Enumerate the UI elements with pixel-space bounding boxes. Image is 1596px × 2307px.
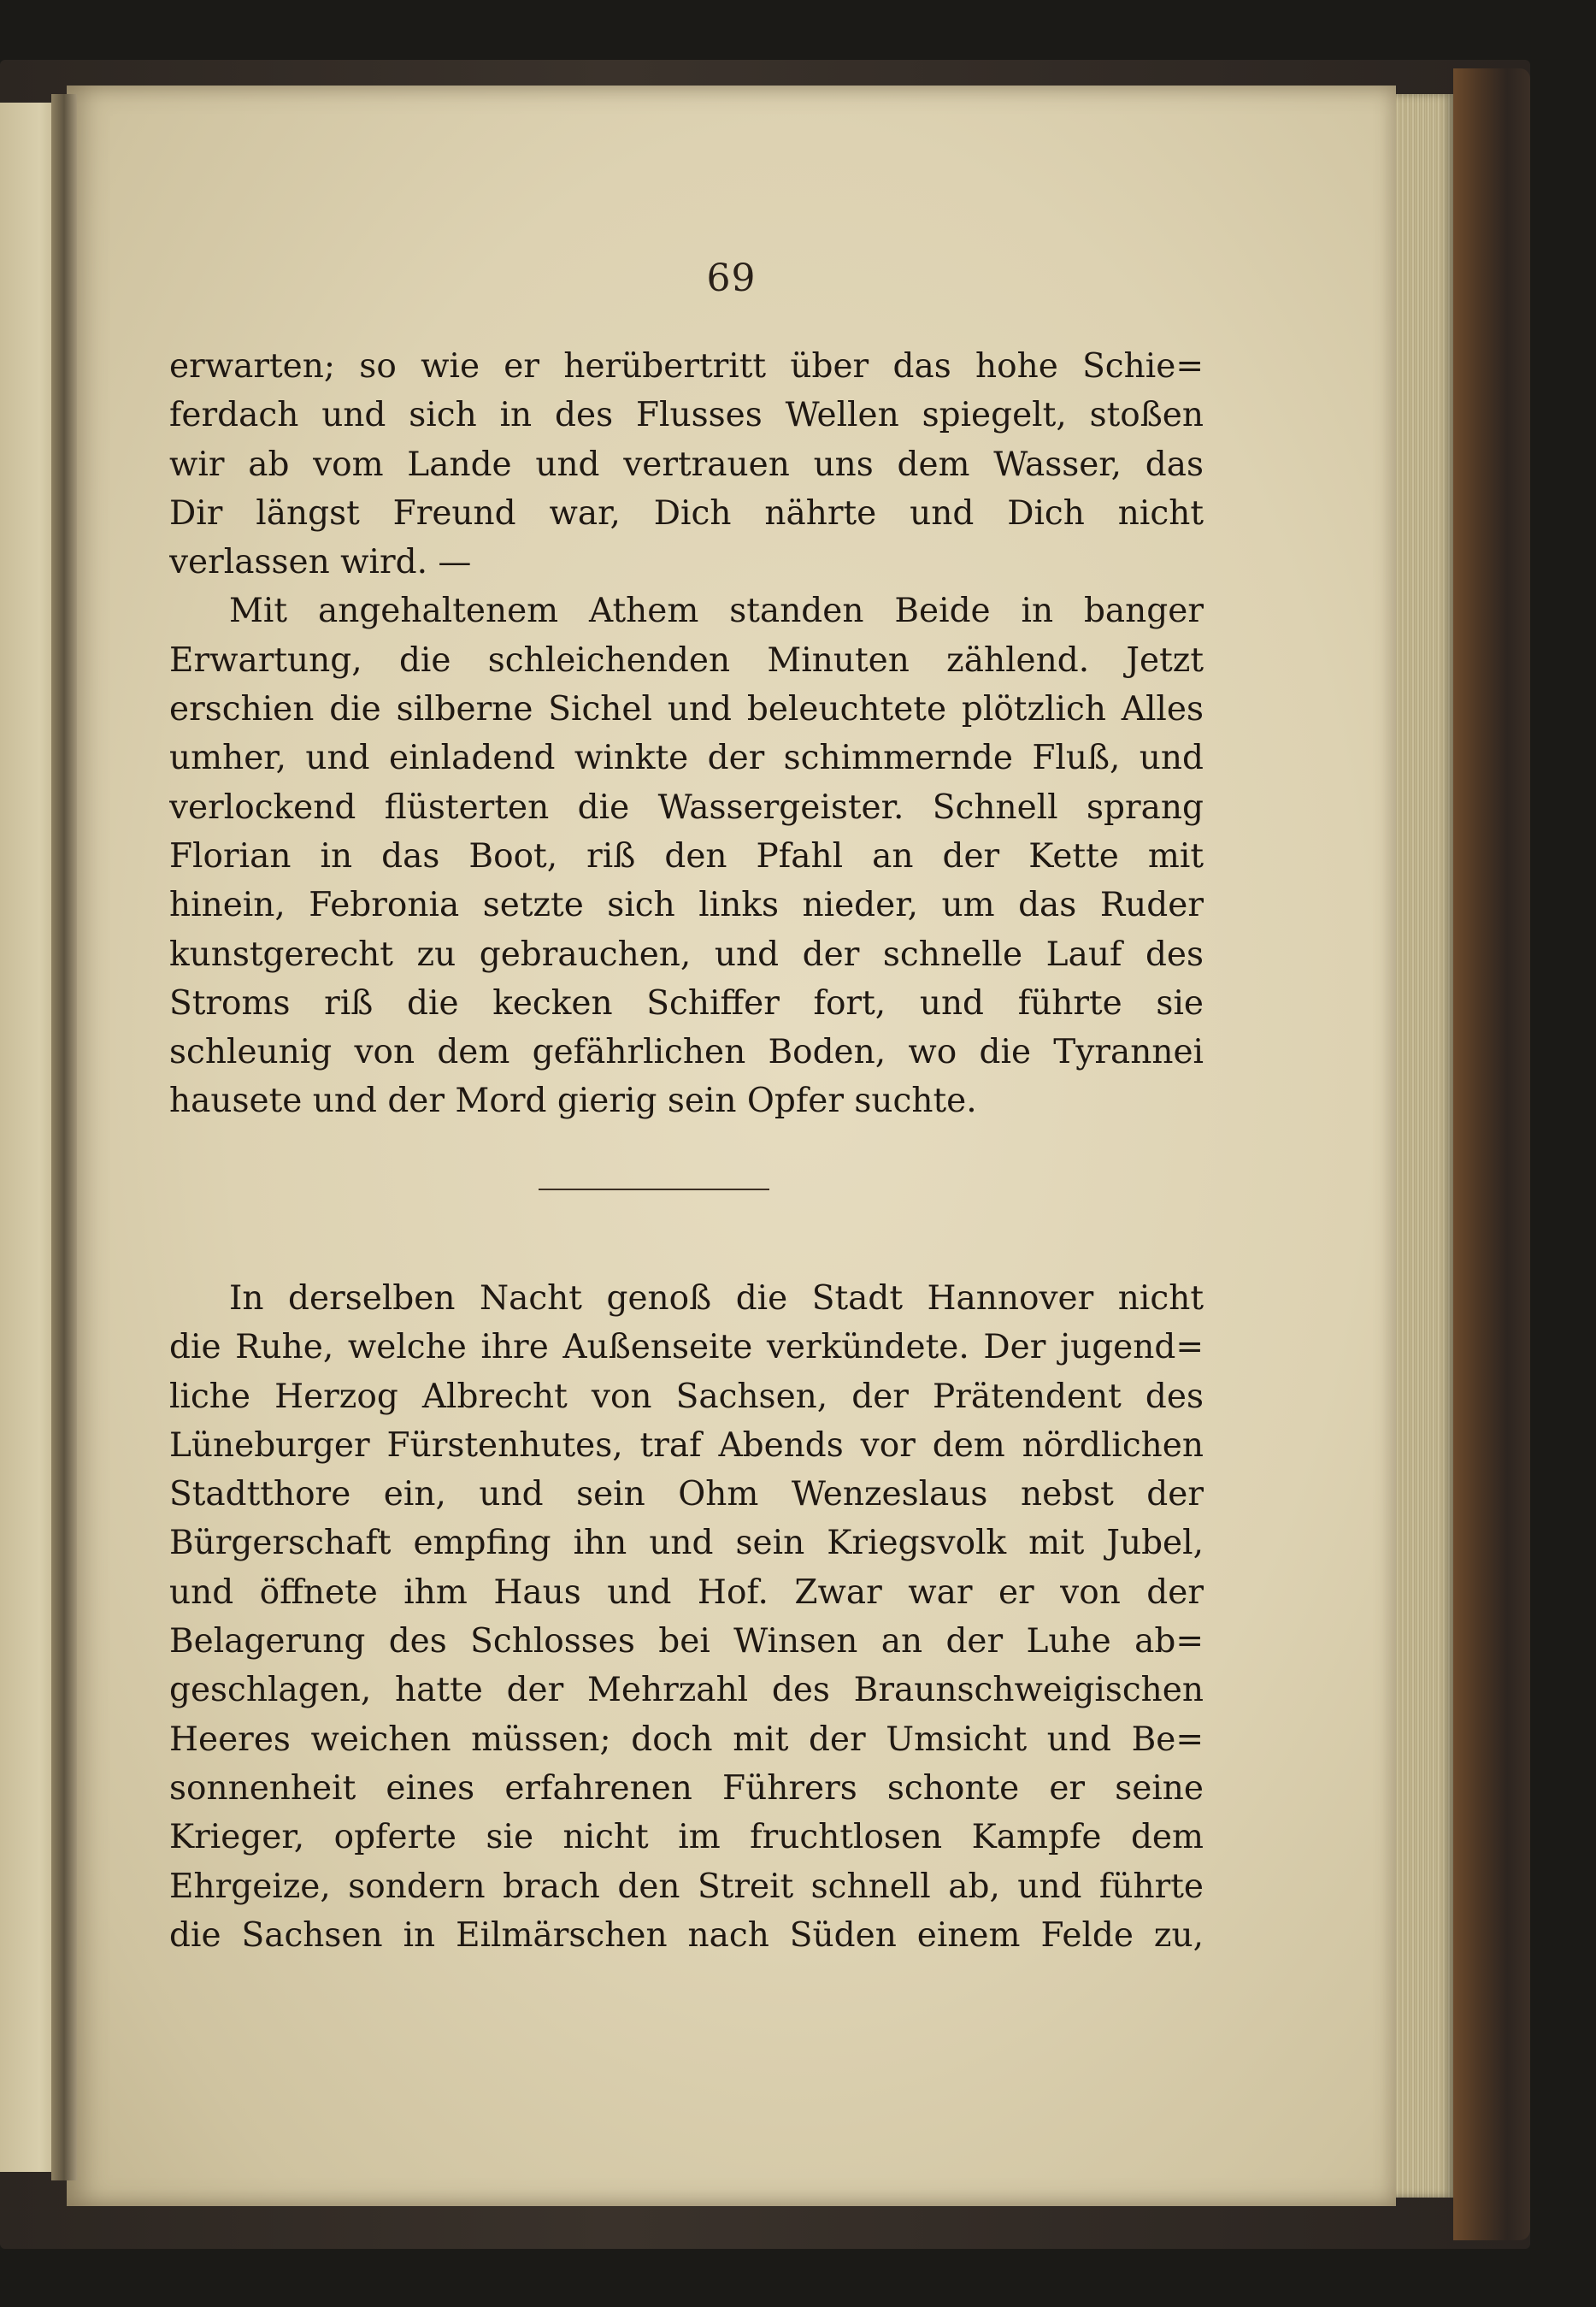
text-line: Krieger, opferte sie nicht im fruchtlosen Kampfe dem <box>169 1818 1204 1857</box>
text-line: Ehrgeize, sondern brach den Streit schnell ab, und führte <box>169 1867 1204 1906</box>
text-block-bottom <box>169 1274 1204 1960</box>
book-gutter <box>51 94 77 2180</box>
text-line: Erwartung, die schleichenden Minuten zählend. Jetzt <box>169 640 1204 680</box>
text-line: liche Herzog Albrecht von Sachsen, der Prätendent des <box>169 1377 1204 1416</box>
text-line: Dir längst Freund war, Dich nährte und Dich nicht <box>169 493 1204 533</box>
book-page <box>67 86 1396 2206</box>
text-line: hausete und der Mord gierig sein Opfer suchte. <box>169 1082 977 1121</box>
text-line: die Sachsen in Eilmärschen nach Süden einem Felde zu, <box>169 1915 1204 1955</box>
text-line: In derselben Nacht genoß die Stadt Hannover nicht <box>229 1279 1204 1318</box>
text-line: Stroms riß die kecken Schiffer fort, und führte sie <box>169 983 1204 1023</box>
text-line: kunstgerecht zu gebrauchen, und der schnelle Lauf des <box>169 935 1204 974</box>
text-line: Heeres weichen müssen; doch mit der Umsicht und Be= <box>169 1720 1204 1759</box>
text-line: geschlagen, hatte der Mehrzahl des Braunschweigischen <box>169 1671 1204 1710</box>
text-line: hinein, Febronia setzte sich links nieder, um das Ruder <box>169 886 1204 925</box>
book-spine-edge <box>1453 68 1530 2240</box>
page-stack-edges <box>1389 94 1453 2198</box>
page-number: 69 <box>706 257 757 300</box>
text-line: verlassen wird. — <box>169 543 472 582</box>
text-line: verlockend flüsterten die Wassergeister. Schnell sprang <box>169 788 1204 827</box>
text-line: Mit angehaltenem Athem standen Beide in banger <box>229 592 1204 631</box>
text-line: erwarten; so wie er herübertritt über das hohe Schie= <box>169 347 1204 386</box>
text-line: ferdach und sich in des Flusses Wellen spiegelt, stoßen <box>169 396 1204 435</box>
text-line: schleunig von dem gefährlichen Boden, wo die Tyrannei <box>169 1033 1204 1072</box>
text-line: Lüneburger Fürstenhutes, traf Abends vor dem nördlichen <box>169 1425 1204 1465</box>
text-block-top <box>169 342 1204 1126</box>
text-line: wir ab vom Lande und vertrauen uns dem Wasser, das <box>169 445 1204 484</box>
text-line: die Ruhe, welche ihre Außenseite verkündete. Der jugend= <box>169 1328 1204 1367</box>
text-line: und öffnete ihm Haus und Hof. Zwar war er von der <box>169 1572 1204 1612</box>
text-line: Florian in das Boot, riß den Pfahl an der Kette mit <box>169 836 1204 876</box>
text-line: Stadtthore ein, und sein Ohm Wenzeslaus nebst der <box>169 1475 1204 1514</box>
text-line: Belagerung des Schlosses bei Winsen an der Luhe ab= <box>169 1622 1204 1661</box>
text-line: erschien die silberne Sichel und beleuchtete plötzlich Alles <box>169 690 1204 729</box>
section-separator <box>539 1189 769 1190</box>
text-line: sonnenheit eines erfahrenen Führers schonte er seine <box>169 1768 1204 1808</box>
text-line: Bürgerschaft empfing ihn und sein Kriegsvolk mit Jubel, <box>169 1524 1204 1563</box>
text-line: umher, und einladend winkte der schimmernde Fluß, und <box>169 739 1204 778</box>
